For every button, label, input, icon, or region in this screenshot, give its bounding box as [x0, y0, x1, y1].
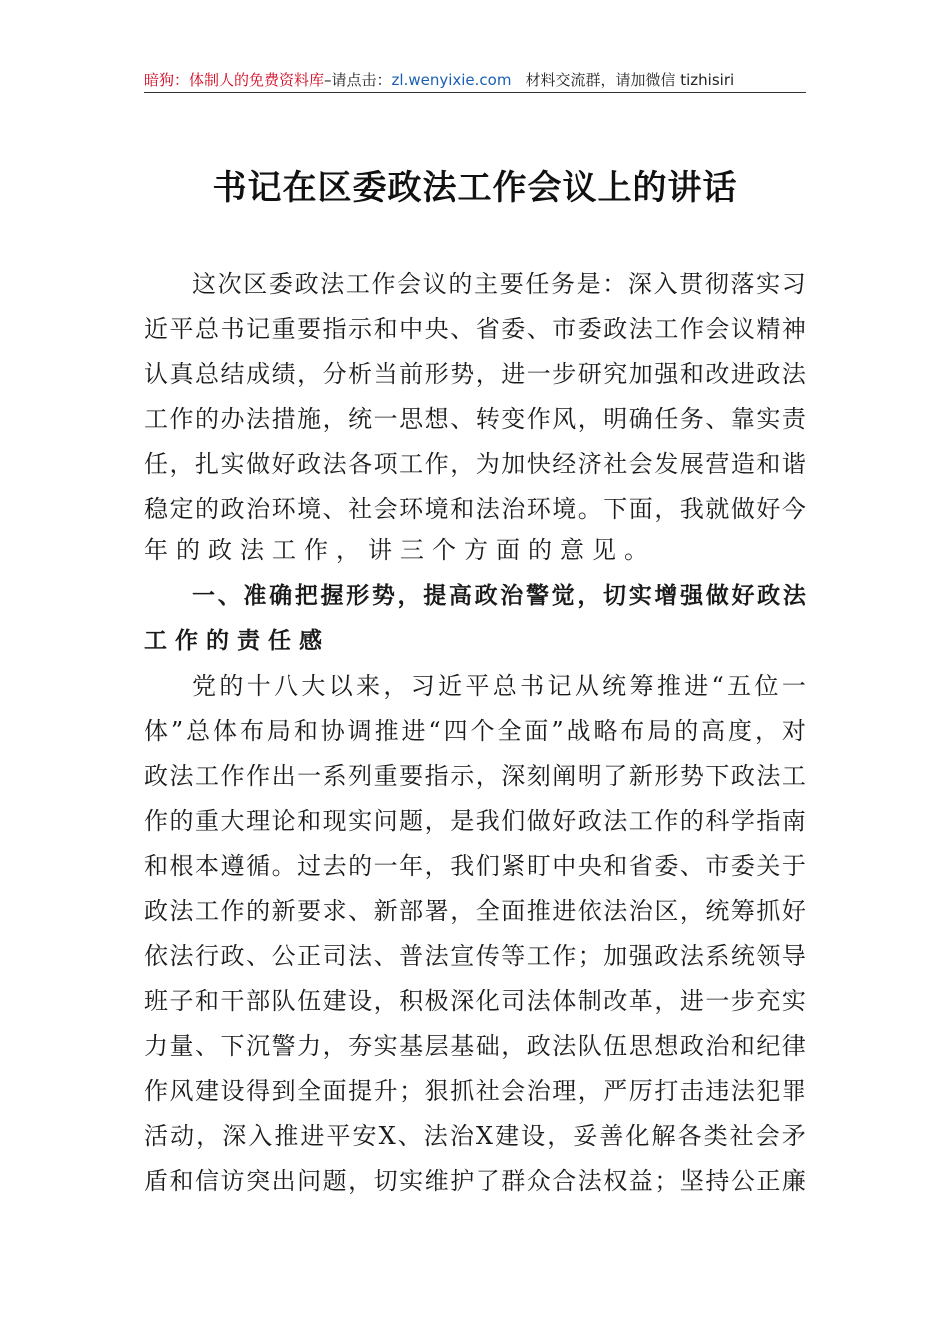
- body-line: 作 的 重 大 理 论 和 现 实 问 题 ， 是 我 们 做 好 政 法 工 作 的 科 学 指 南: [144, 807, 806, 835]
- body-line: 体 ” 总 体 布 局 和 协 调 推 进 “ 四 个 全 面 ” 战 略 布 局 的 高 度 ， 对: [144, 717, 806, 745]
- body-line: 稳 定 的 政 治 环 境 、 社 会 环 境 和 法 治 环 境 。 下 面 ， 我 就 做 好 今: [144, 495, 806, 523]
- section-heading: 工作的责任感: [144, 628, 330, 654]
- header-banner: [144, 68, 806, 93]
- header-contact: 材料交流群，请加微信 tizhisiri: [525, 71, 735, 89]
- body-line: 依 法 行 政 、 公 正 司 法 、 普 法 宣 传 等 工 作 ； 加 强 政 法 系 统 领 导: [144, 942, 806, 970]
- body-line: 盾 和 信 访 突 出 问 题 ， 切 实 维 护 了 群 众 合 法 权 益 ； 坚 持 公 正 廉: [144, 1167, 806, 1195]
- body-line: 班 子 和 干 部 队 伍 建 设 ， 积 极 深 化 司 法 体 制 改 革 ， 进 一 步 充 实: [144, 987, 806, 1015]
- body-line: 年的政法工作，讲三个方面的意见。: [144, 536, 656, 564]
- body-line: 党 的 十 八 大 以 来 ， 习 近 平 总 书 记 从 统 筹 推 进 “ 五 位 一: [192, 672, 806, 700]
- header-link[interactable]: zl.wenyixie.com: [391, 71, 512, 89]
- body-line: 政 法 工 作 作 出 一 系 列 重 要 指 示 ， 深 刻 阐 明 了 新 形 势 下 政 法 工: [144, 762, 806, 790]
- body-line: 工 作 的 办 法 措 施 ， 统 一 思 想 、 转 变 作 风 ， 明 确 任 务 、 靠 实 责: [144, 405, 806, 433]
- header-prompt: –请点击：: [324, 71, 392, 89]
- header-brand: 暗狗：体制人的免费资料库: [144, 71, 325, 89]
- body-line: 任 ， 扎 实 做 好 政 法 各 项 工 作 ， 为 加 快 经 济 社 会 发 展 营 造 和 谐: [144, 450, 806, 478]
- body-line: 政 法 工 作 的 新 要 求 、 新 部 署 ， 全 面 推 进 依 法 治 区 ， 统 筹 抓 好: [144, 897, 806, 925]
- body-line: 力 量 、 下 沉 警 力 ， 夯 实 基 层 基 础 ， 政 法 队 伍 思 想 政 治 和 纪 律: [144, 1032, 806, 1060]
- body-line: 和 根 本 遵 循 。 过 去 的 一 年 ， 我 们 紧 盯 中 央 和 省 委 、 市 委 关 于: [144, 852, 806, 880]
- document-title: 书记在区委政法工作会议上的讲话: [212, 168, 738, 208]
- body-line: 这 次 区 委 政 法 工 作 会 议 的 主 要 任 务 是 ： 深 入 贯 彻 落 实 习: [192, 270, 806, 298]
- body-line: 认 真 总 结 成 绩 ， 分 析 当 前 形 势 ， 进 一 步 研 究 加 强 和 改 进 政 法: [144, 360, 806, 388]
- body-line: 活 动 ， 深 入 推 进 平 安 X 、 法 治 X 建 设 ， 妥 善 化 解 各 类 社 会 矛: [144, 1122, 806, 1150]
- body-line: 近 平 总 书 记 重 要 指 示 和 中 央 、 省 委 、 市 委 政 法 工 作 会 议 精 神: [144, 315, 806, 343]
- section-heading: 一 、 准 确 把 握 形 势 ， 提 高 政 治 警 觉 ， 切 实 增 强 做 好 政 法: [192, 583, 806, 609]
- body-line: 作 风 建 设 得 到 全 面 提 升 ； 狠 抓 社 会 治 理 ， 严 厉 打 击 违 法 犯 罪: [144, 1077, 806, 1105]
